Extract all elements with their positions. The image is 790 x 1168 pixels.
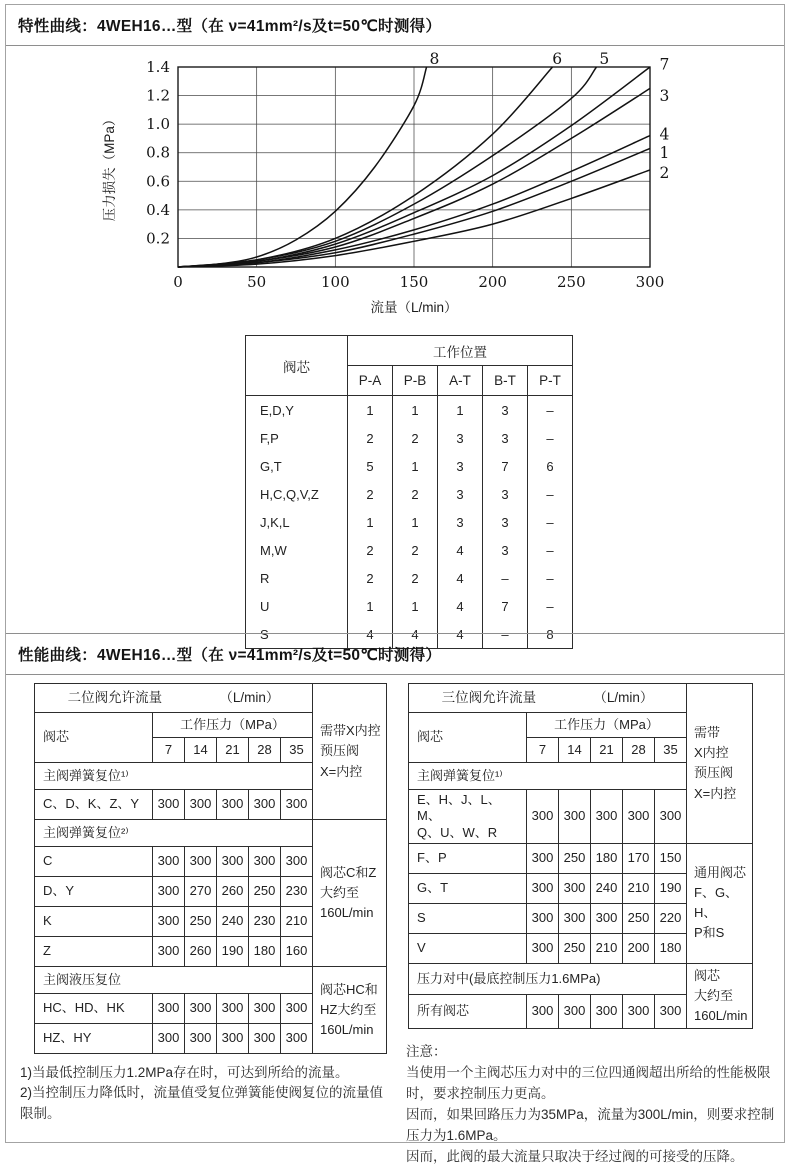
position-value-cell: 3 (483, 480, 528, 508)
table-row (246, 396, 573, 425)
position-value-cell: – (483, 620, 528, 649)
port-pair-header: B-T (483, 366, 528, 396)
section-header: 主阀弹簧复位²⁾ (35, 820, 313, 847)
spool-name-cell: F,P (246, 424, 348, 452)
pressure-value-header: 21 (591, 738, 623, 763)
flow-value-cell: 160 (281, 937, 313, 967)
spool-name-cell: D、Y (35, 877, 153, 907)
spool-name-cell: E,D,Y (246, 396, 348, 425)
flow-value-cell: 180 (655, 933, 687, 963)
position-value-cell: 8 (528, 620, 573, 649)
flow-value-cell: 300 (249, 790, 281, 820)
position-value-cell: 4 (348, 620, 393, 649)
flow-value-cell: 260 (217, 877, 249, 907)
position-value-cell: 3 (483, 536, 528, 564)
pressure-value-header: 35 (655, 738, 687, 763)
flow-value-cell: 300 (153, 907, 185, 937)
side-note: 需带X内控 预压阀 X=内控 (313, 684, 387, 820)
flow-value-cell: 300 (623, 994, 655, 1028)
table-row (246, 480, 573, 508)
characteristic-curves-header (6, 5, 784, 46)
spool-column-header: 阀芯 (35, 713, 153, 763)
characteristic-curves-title: 特性曲线：4WEH16…型（在 ν=41mm²/s及t=50℃时测得） (18, 18, 442, 35)
position-value-cell: 3 (438, 508, 483, 536)
spool-name-cell: J,K,L (246, 508, 348, 536)
flow-value-cell: 300 (249, 1024, 281, 1054)
flow-value-cell: 300 (623, 790, 655, 844)
svg-text:250: 250 (557, 273, 586, 291)
spool-name-cell: 所有阀芯 (409, 994, 527, 1028)
spool-name-cell: E、H、J、L、M、 Q、U、W、R (409, 790, 527, 844)
two-position-flow-table (34, 683, 400, 1054)
spool-name-cell: S (409, 903, 527, 933)
table-row (246, 536, 573, 564)
spool-name-cell: G,T (246, 452, 348, 480)
flow-value-cell: 300 (281, 790, 313, 820)
table-title: 二位阀允许流量 （L/min） (35, 684, 313, 713)
flow-value-cell: 230 (249, 907, 281, 937)
svg-text:8: 8 (429, 51, 440, 68)
spool-name-cell: M,W (246, 536, 348, 564)
position-value-cell: 3 (438, 424, 483, 452)
position-value-cell: 6 (528, 452, 573, 480)
svg-text:1: 1 (659, 144, 670, 163)
flow-value-cell: 300 (527, 994, 559, 1028)
flow-value-cell: 170 (623, 843, 655, 873)
flow-value-cell: 300 (217, 790, 249, 820)
spool-name-cell: F、P (409, 843, 527, 873)
flow-limit-table-grid (34, 683, 387, 1054)
svg-text:100: 100 (321, 273, 350, 291)
position-value-cell: 2 (348, 424, 393, 452)
x-axis-label: 流量（L/min） (370, 300, 458, 315)
position-value-cell: 1 (348, 592, 393, 620)
flow-value-cell: 300 (559, 790, 591, 844)
footnotes (18, 1063, 396, 1124)
flow-value-cell: 210 (623, 873, 655, 903)
table-row (246, 452, 573, 480)
side-note: 通用阀芯 F、G、H、 P和S (687, 843, 753, 963)
spool-name-cell: C (35, 847, 153, 877)
position-value-cell: 7 (483, 452, 528, 480)
svg-text:0.8: 0.8 (146, 143, 170, 162)
flow-value-cell: 300 (655, 790, 687, 844)
flow-limit-table-grid (408, 683, 753, 1029)
position-value-cell: 7 (483, 592, 528, 620)
chart-svg (90, 51, 738, 317)
position-value-cell: 2 (348, 536, 393, 564)
flow-value-cell: 300 (185, 847, 217, 877)
position-value-cell: 2 (348, 480, 393, 508)
flow-value-cell: 300 (591, 903, 623, 933)
position-value-cell: 3 (438, 452, 483, 480)
flow-value-cell: 300 (281, 847, 313, 877)
flow-value-cell: 300 (249, 847, 281, 877)
position-value-cell: 2 (393, 536, 438, 564)
flow-value-cell: 210 (281, 907, 313, 937)
spool-name-cell: R (246, 564, 348, 592)
position-value-cell: 4 (438, 564, 483, 592)
note-line: 当使用一个主阀芯压力对中的三位四通阀超出所给的性能极限时，要求控制压力更高。 (406, 1065, 771, 1102)
position-value-cell: 1 (393, 452, 438, 480)
spool-name-cell: HZ、HY (35, 1024, 153, 1054)
flow-value-cell: 300 (281, 1024, 313, 1054)
flow-value-cell: 300 (217, 994, 249, 1024)
flow-value-cell: 300 (185, 1024, 217, 1054)
pressure-value-header: 7 (153, 738, 185, 763)
working-position-table (245, 335, 573, 649)
spool-column-header: 阀芯 (246, 336, 348, 396)
position-value-cell: 4 (393, 620, 438, 649)
section-header: 主阀液压复位 (35, 967, 313, 994)
table-title: 三位阀允许流量 （L/min） (409, 684, 687, 713)
flow-value-cell: 300 (153, 994, 185, 1024)
position-value-cell: 1 (348, 396, 393, 425)
flow-value-cell: 300 (153, 1024, 185, 1054)
flow-value-cell: 300 (217, 847, 249, 877)
spool-name-cell: HC、HD、HK (35, 994, 153, 1024)
svg-text:3: 3 (659, 87, 670, 105)
working-pressure-header: 工作压力（MPa） (527, 713, 687, 738)
position-value-cell: 1 (393, 508, 438, 536)
flow-value-cell: 300 (153, 877, 185, 907)
svg-text:0.6: 0.6 (146, 172, 170, 191)
svg-text:0.2: 0.2 (146, 229, 170, 248)
pressure-loss-chart (90, 51, 738, 322)
flow-value-cell: 300 (527, 933, 559, 963)
svg-text:5: 5 (599, 51, 610, 68)
flow-value-cell: 180 (249, 937, 281, 967)
svg-text:7: 7 (659, 55, 670, 74)
position-value-cell: 4 (438, 592, 483, 620)
position-value-cell: – (528, 480, 573, 508)
svg-text:1.0: 1.0 (146, 115, 170, 134)
position-value-cell: – (528, 592, 573, 620)
note-line: 因而，此阀的最大流量只取决于经过阀的可接受的压降。 (406, 1148, 744, 1164)
position-value-cell: – (528, 536, 573, 564)
position-value-cell: 4 (438, 536, 483, 564)
flow-value-cell: 300 (153, 937, 185, 967)
position-value-cell: 5 (348, 452, 393, 480)
flow-value-cell: 150 (655, 843, 687, 873)
pressure-value-header: 14 (559, 738, 591, 763)
flow-value-cell: 300 (217, 1024, 249, 1054)
position-value-cell: 3 (483, 424, 528, 452)
pressure-value-header: 7 (527, 738, 559, 763)
spool-name-cell: V (409, 933, 527, 963)
flow-value-cell: 250 (559, 933, 591, 963)
flow-value-cell: 300 (559, 994, 591, 1028)
svg-text:2: 2 (659, 164, 670, 183)
notes-title: 注意： (406, 1044, 447, 1060)
svg-text:6: 6 (552, 51, 563, 68)
side-note: 阀芯C和Z 大约至 160L/min (313, 820, 387, 967)
flow-value-cell: 250 (249, 877, 281, 907)
section-header: 主阀弹簧复位¹⁾ (35, 763, 313, 790)
position-value-cell: 2 (348, 564, 393, 592)
footnote-1: 1)当最低控制压力1.2MPa存在时，可达到所给的流量。 (20, 1065, 349, 1080)
table-row (246, 424, 573, 452)
svg-text:0: 0 (173, 273, 183, 291)
flow-value-cell: 300 (591, 790, 623, 844)
flow-value-cell: 210 (591, 933, 623, 963)
svg-text:1.2: 1.2 (146, 86, 170, 105)
flow-value-cell: 190 (655, 873, 687, 903)
flow-value-cell: 230 (281, 877, 313, 907)
y-axis-label: 压力损失（MPa） (102, 112, 117, 222)
x-axis-ticks (173, 273, 664, 291)
section-header: 压力对中(最底控制压力1.6MPa) (409, 963, 687, 994)
svg-text:200: 200 (478, 273, 507, 291)
spool-name-cell: Z (35, 937, 153, 967)
flow-value-cell: 300 (249, 994, 281, 1024)
spool-name-cell: U (246, 592, 348, 620)
svg-text:1.4: 1.4 (146, 58, 170, 76)
spool-name-cell: K (35, 907, 153, 937)
position-value-cell: – (528, 424, 573, 452)
working-position-group-header: 工作位置 (348, 336, 573, 366)
working-position-table-grid (245, 335, 573, 649)
flow-value-cell: 300 (559, 873, 591, 903)
flow-value-cell: 300 (527, 873, 559, 903)
flow-value-cell: 190 (217, 937, 249, 967)
position-value-cell: 3 (483, 508, 528, 536)
flow-value-cell: 300 (153, 847, 185, 877)
position-value-cell: 3 (438, 480, 483, 508)
flow-value-cell: 300 (591, 994, 623, 1028)
pressure-value-header: 21 (217, 738, 249, 763)
pressure-value-header: 28 (249, 738, 281, 763)
flow-value-cell: 300 (527, 903, 559, 933)
svg-text:150: 150 (399, 273, 429, 291)
flow-value-cell: 260 (185, 937, 217, 967)
position-value-cell: 1 (348, 508, 393, 536)
spool-name-cell: G、T (409, 873, 527, 903)
flow-value-cell: 300 (153, 790, 185, 820)
port-pair-header: P-A (348, 366, 393, 396)
position-value-cell: – (528, 564, 573, 592)
port-pair-header: A-T (438, 366, 483, 396)
position-value-cell: 1 (393, 592, 438, 620)
spool-name-cell: S (246, 620, 348, 649)
position-value-cell: 4 (438, 620, 483, 649)
side-note: 阀芯 大约至 160L/min (687, 963, 753, 1028)
flow-value-cell: 250 (623, 903, 655, 933)
flow-value-cell: 180 (591, 843, 623, 873)
table-row (409, 843, 753, 873)
flow-value-cell: 300 (655, 994, 687, 1028)
port-pair-header: P-B (393, 366, 438, 396)
svg-text:4: 4 (659, 125, 670, 144)
svg-text:300: 300 (635, 273, 665, 291)
pressure-value-header: 35 (281, 738, 313, 763)
spool-column-header: 阀芯 (409, 713, 527, 763)
table-row (246, 592, 573, 620)
notes-block (406, 1042, 778, 1168)
flow-value-cell: 300 (527, 843, 559, 873)
flow-value-cell: 240 (591, 873, 623, 903)
chart-grid (178, 67, 650, 267)
pressure-value-header: 14 (185, 738, 217, 763)
position-value-cell: 1 (393, 396, 438, 425)
flow-value-cell: 220 (655, 903, 687, 933)
spool-name-cell: C、D、K、Z、Y (35, 790, 153, 820)
position-value-cell: 2 (393, 480, 438, 508)
y-axis-ticks (146, 58, 170, 247)
flow-value-cell: 200 (623, 933, 655, 963)
position-value-cell: 2 (393, 564, 438, 592)
datasheet-page (5, 4, 785, 1164)
flow-value-cell: 300 (559, 903, 591, 933)
three-position-flow-table (408, 683, 784, 1029)
position-value-cell: – (528, 508, 573, 536)
performance-curves-title: 性能曲线：4WEH16…型（在 ν=41mm²/s及t=50℃时测得） (18, 647, 442, 664)
flow-value-cell: 300 (281, 994, 313, 1024)
working-pressure-header: 工作压力（MPa） (153, 713, 313, 738)
table-row (246, 508, 573, 536)
footnote-2: 2)当控制压力降低时，流量值受复位弹簧能使阀复位的流量值限制。 (20, 1085, 384, 1121)
position-value-cell: 1 (438, 396, 483, 425)
position-value-cell: – (483, 564, 528, 592)
position-value-cell: – (528, 396, 573, 425)
three-position-flow-section (398, 683, 784, 1168)
note-line: 因而，如果回路压力为35MPa，流量为300L/min，则要求控制压力为1.6MPa。 (406, 1106, 775, 1143)
pressure-value-header: 28 (623, 738, 655, 763)
position-value-cell: 2 (393, 424, 438, 452)
two-position-flow-section (18, 683, 400, 1124)
flow-value-cell: 300 (527, 790, 559, 844)
port-pair-header: P-T (528, 366, 573, 396)
position-value-cell: 3 (483, 396, 528, 425)
spool-name-cell: H,C,Q,V,Z (246, 480, 348, 508)
section-header: 主阀弹簧复位¹⁾ (409, 763, 687, 790)
performance-curves-header (6, 633, 784, 675)
table-row (246, 564, 573, 592)
svg-text:0.4: 0.4 (146, 200, 170, 219)
flow-value-cell: 240 (217, 907, 249, 937)
flow-value-cell: 250 (185, 907, 217, 937)
side-note: 需带 X内控 预压阀 X=内控 (687, 684, 753, 844)
flow-value-cell: 300 (185, 994, 217, 1024)
flow-value-cell: 270 (185, 877, 217, 907)
flow-value-cell: 300 (185, 790, 217, 820)
side-note: 阀芯HC和 HZ大约至 160L/min (313, 967, 387, 1054)
flow-value-cell: 250 (559, 843, 591, 873)
svg-text:50: 50 (247, 273, 267, 291)
